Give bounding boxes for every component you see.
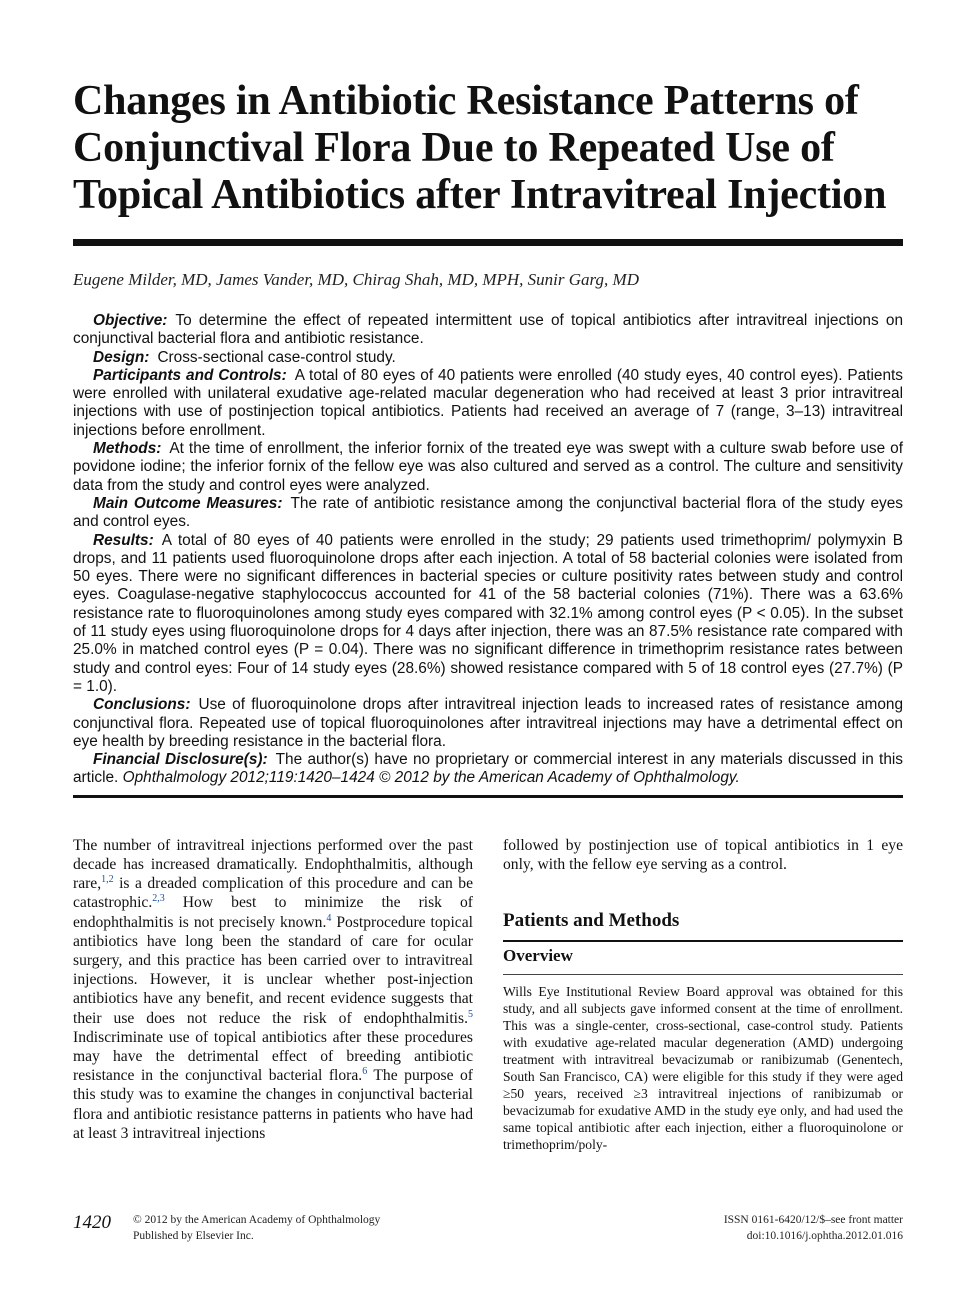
reference-link[interactable]: 6 bbox=[362, 1065, 368, 1077]
intro-text: Indiscriminate use of topical antibiotics after these procedures may have the detrimental effect of breeding antibiotic resistance in the conjunctival bacterial flora. bbox=[73, 1028, 473, 1085]
overview-paragraph: Wills Eye Institutional Review Board approval was obtained for this study, and all subjects gave informed consent at the time of enrollment. This was a single-center, cross-sectional, case-control study. Patients with exudative age-related macular degeneration (AMD) undergoing treatment with intravitreal bevacizumab or ranibizumab (Genentech, South San Francisco, CA) were eligible for this study if they were aged ≥50 years, received ≥3 intravitreal injections of ranibizumab or bevacizumab for exudative AMD in the study eye only, and had used the same topical antibiotic after each injection, either a fluoroquinolone or trimethoprim/poly- bbox=[503, 984, 903, 1153]
abstract-paragraph bbox=[73, 751, 903, 788]
abstract-text: The rate of antibiotic resistance among the conjunctival bacterial flora of the study eyes and control eyes. bbox=[73, 494, 903, 531]
reference-link[interactable]: 2,3 bbox=[152, 893, 165, 905]
article-page bbox=[73, 78, 903, 1153]
abstract-rule bbox=[73, 795, 903, 798]
abstract-label: Methods: bbox=[93, 440, 162, 458]
abstract-text: Cross-sectional case-control study. bbox=[157, 348, 396, 366]
abstract-text: A total of 80 eyes of 40 patients were enrolled in the study; 29 patients used trimethoprim/ polymyxin B drops, and 11 patients used fluoroquinolone drops after each injection. A total of 58 bacterial colonies were isolated from 50 eyes. There were no significant differences in bacterial species or culture positivity rates between study and control eyes. Coagulase-negative staphylococcus accounted for 41 of the 58 bacterial colonies (71%). There was a 63.6% resistance rate to fluoroquinolones among study eyes compared with 32.1% among control eyes (P < 0.05). In the subset of 11 study eyes using fluoroquinolone drops for 4 days after injection, there was an 87.5% resistance rate compared with 25.0% in matched control eyes (P = 0.04). There was no significant difference in trimethoprim resistance rates between study and control eyes: Four of 14 study eyes (28.6%) showed resistance compared with 5 of 18 control eyes (27.7%) (P = 1.0). bbox=[73, 531, 903, 695]
journal-citation: Ophthalmology 2012;119:1420–1424 © 2012 by the American Academy of Ophthalmology. bbox=[122, 769, 740, 787]
right-column bbox=[503, 836, 903, 1153]
page-footer bbox=[73, 1213, 903, 1244]
reference-link[interactable]: 1,2 bbox=[101, 873, 114, 885]
subsection-heading: Overview bbox=[503, 946, 903, 975]
footer-left bbox=[73, 1213, 380, 1244]
intro-text: The purpose of this study was to examine the changes in conjunctival bacterial flora and antibiotic resistance patterns in patients who have had at least 3 intravitreal injections bbox=[73, 1067, 473, 1142]
reference-link[interactable]: 5 bbox=[468, 1008, 473, 1020]
abstract-paragraph bbox=[73, 495, 903, 532]
abstract-paragraph bbox=[73, 349, 903, 367]
footer-publisher-info bbox=[133, 1213, 380, 1244]
reference-link[interactable]: 4 bbox=[326, 912, 332, 924]
intro-text: is a dreaded complication of this procedure and can be catastrophic. bbox=[73, 875, 473, 912]
abstract bbox=[73, 312, 903, 788]
author-list: Eugene Milder, MD, James Vander, MD, Chirag Shah, MD, MPH, Sunir Garg, MD bbox=[73, 270, 639, 289]
abstract-text: A total of 80 eyes of 40 patients were enrolled (40 study eyes, 40 control eyes). Patients were enrolled with unilateral exudative age-related macular degeneration who had received at least 3 prior intravitreal injections with use of postinjection topical antibiotics. Patients had received an average of 7 (range, 3–13) intravitreal injections before enrollment. bbox=[73, 366, 903, 439]
abstract-text: At the time of enrollment, the inferior fornix of the treated eye was swept with a culture swab before use of povidone iodine; the inferior fornix of the fellow eye was also cultured and served as a control. The culture and sensitivity data from the study and control eyes were analyzed. bbox=[73, 440, 903, 494]
abstract-text: To determine the effect of repeated intermittent use of topical antibiotics after intravitreal injections on conjunctival bacterial flora and antibiotic resistance. bbox=[73, 312, 903, 348]
abstract-label: Main Outcome Measures: bbox=[93, 494, 283, 512]
page-number: 1420 bbox=[73, 1212, 111, 1233]
abstract-label: Participants and Controls: bbox=[93, 366, 287, 384]
footer-right bbox=[724, 1213, 903, 1244]
abstract-label: Conclusions: bbox=[93, 696, 191, 714]
abstract-text: The author(s) have no proprietary or commercial interest in any materials discussed in this article. bbox=[73, 751, 903, 787]
intro-text: The number of intravitreal injections performed over the past decade has increased dramatically. Endophthalmitis, although rare, bbox=[73, 836, 473, 893]
intro-text: Postprocedure topical antibiotics have long been the standard of care for ocular surgery, and this practice has been carried over to intravitreal injections. However, it is unclear whether post-injection antibiotics have any benefit, and recent evidence suggests that their use does not reduce the risk of endophthalmitis. bbox=[73, 913, 473, 1027]
publisher-line: Published by Elsevier Inc. bbox=[133, 1229, 254, 1242]
section-heading: Patients and Methods bbox=[503, 910, 903, 942]
title-rule bbox=[73, 239, 903, 246]
abstract-label: Objective: bbox=[93, 312, 168, 329]
intro-continuation: followed by postinjection use of topical antibiotics in 1 eye only, with the fellow eye serving as a control. bbox=[503, 836, 903, 873]
intro-paragraph bbox=[73, 836, 473, 1143]
intro-text: How best to minimize the risk of endophthalmitis is not precisely known. bbox=[73, 894, 473, 931]
issn-line: ISSN 0161-6420/12/$–see front matter bbox=[723, 1214, 903, 1226]
abstract-paragraph bbox=[73, 312, 903, 349]
doi-link[interactable]: doi:10.1016/j.ophtha.2012.01.016 bbox=[746, 1229, 903, 1242]
body-columns bbox=[73, 836, 903, 1153]
left-column bbox=[73, 836, 473, 1153]
abstract-text: Use of fluoroquinolone drops after intravitreal injection leads to increased rates of resistance among conjunctival flora. Repeated use of topical fluoroquinolones after intravitreal injections may have a detrimental effect on eye health by breeding resistance in the bacterial flora. bbox=[73, 696, 903, 750]
abstract-label: Design: bbox=[93, 348, 150, 366]
abstract-paragraph bbox=[73, 440, 903, 495]
abstract-label: Financial Disclosure(s): bbox=[93, 751, 268, 769]
abstract-paragraph bbox=[73, 367, 903, 440]
abstract-label: Results: bbox=[93, 531, 154, 549]
abstract-paragraph bbox=[73, 696, 903, 751]
copyright-line: © 2012 by the American Academy of Ophthalmology bbox=[133, 1214, 381, 1226]
abstract-paragraph bbox=[73, 532, 903, 697]
article-title: Changes in Antibiotic Resistance Patterns of Conjunctival Flora Due to Repeated Use of Topical Antibiotics after Intravitreal Injection bbox=[73, 78, 887, 218]
